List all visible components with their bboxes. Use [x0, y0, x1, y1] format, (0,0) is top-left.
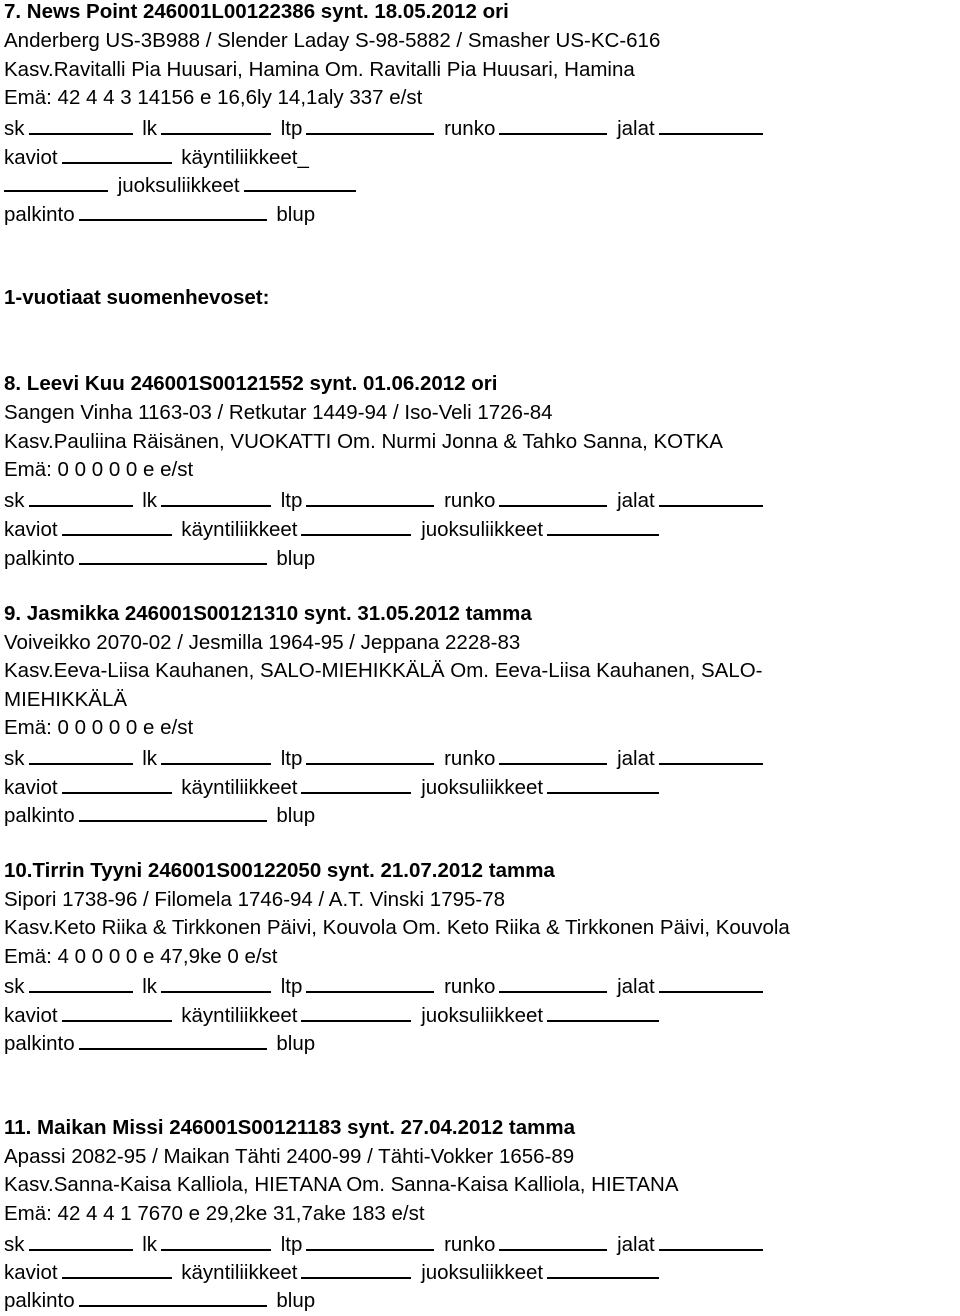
blup-label: blup	[276, 804, 316, 827]
kayntiliikkeet-blank	[301, 514, 411, 536]
kaviot-blank	[62, 1000, 172, 1022]
entry-9-pedigree: Voiveikko 2070-02 / Jesmilla 1964-95 / Jeppana 2228-83	[4, 631, 521, 654]
juoksuliikkeet-blank	[244, 170, 356, 192]
sk-label: sk	[4, 117, 25, 140]
entry-7-dam: Emä: 42 4 4 3 14156 e 16,6ly 14,1aly 337 e/st	[4, 86, 423, 109]
jalat-blank	[659, 485, 763, 507]
palkinto-label: palkinto	[4, 203, 75, 226]
kaviot-label: kaviot	[4, 518, 58, 541]
lk-label: lk	[142, 975, 158, 998]
palkinto-label: palkinto	[4, 547, 75, 570]
runko-blank	[499, 1229, 607, 1251]
entry-10-score-row-1	[4, 971, 767, 1002]
entry-7-score-row-3	[4, 170, 360, 201]
entry-7-score-row-2	[4, 142, 309, 173]
kaviot-blank	[62, 514, 172, 536]
entry-7-pedigree: Anderberg US-3B988 / Slender Laday S-98-5882 / Smasher US-KC-616	[4, 29, 661, 52]
juoksuliikkeet-label: juoksuliikkeet	[421, 776, 544, 799]
sk-blank	[29, 113, 133, 135]
sk-label: sk	[4, 1233, 25, 1256]
juoksuliikkeet-blank	[547, 1000, 659, 1022]
kaviot-label: kaviot	[4, 776, 58, 799]
juoksuliikkeet-blank	[547, 772, 659, 794]
jalat-blank	[659, 113, 763, 135]
lk-blank	[161, 743, 271, 765]
sk-blank	[29, 743, 133, 765]
kayntiliikkeet-label: käyntiliikkeet	[181, 518, 298, 541]
jalat-label: jalat	[617, 975, 655, 998]
ltp-label: ltp	[280, 975, 303, 998]
entry-8-breeder-owner: Kasv.Pauliina Räisänen, VUOKATTI Om. Nurmi Jonna & Tahko Sanna, KOTKA	[4, 430, 723, 453]
entry-11-score-row-2	[4, 1257, 663, 1288]
sk-blank	[29, 1229, 133, 1251]
kayntiliikkeet-blank	[301, 1000, 411, 1022]
lk-label: lk	[142, 747, 158, 770]
ltp-blank	[306, 1229, 434, 1251]
ltp-blank	[306, 971, 434, 993]
ltp-blank	[306, 743, 434, 765]
palkinto-label: palkinto	[4, 1032, 75, 1055]
jalat-label: jalat	[617, 489, 655, 512]
sk-label: sk	[4, 975, 25, 998]
entry-11-dam: Emä: 42 4 4 1 7670 e 29,2ke 31,7ake 183 e/st	[4, 1202, 425, 1225]
runko-blank	[499, 743, 607, 765]
kayntiliikkeet-label: käyntiliikkeet	[181, 1261, 298, 1284]
entry-9-score-row-1	[4, 743, 767, 774]
entry-8-pedigree: Sangen Vinha 1163-03 / Retkutar 1449-94 / Iso-Veli 1726-84	[4, 401, 553, 424]
blup-label: blup	[276, 1289, 316, 1312]
kayntiliikkeet-label: käyntiliikkeet	[181, 776, 298, 799]
entry-9-score-row-2	[4, 772, 663, 803]
sk-blank	[29, 485, 133, 507]
kaviot-blank	[62, 1257, 172, 1279]
kayntiliikkeet-blank	[301, 1257, 411, 1279]
runko-blank	[499, 971, 607, 993]
palkinto-label: palkinto	[4, 804, 75, 827]
entry-7-score-row-1	[4, 113, 767, 144]
entry-10-dam: Emä: 4 0 0 0 0 e 47,9ke 0 e/st	[4, 945, 278, 968]
palkinto-blank	[79, 543, 267, 565]
entry-11-pedigree: Apassi 2082-95 / Maikan Tähti 2400-99 / Tähti-Vokker 1656-89	[4, 1145, 575, 1168]
juoksuliikkeet-label: juoksuliikkeet	[421, 1261, 544, 1284]
entry-8-score-row-2	[4, 514, 663, 545]
jalat-label: jalat	[617, 1233, 655, 1256]
juoksuliikkeet-blank	[547, 1257, 659, 1279]
runko-label: runko	[444, 1233, 496, 1256]
kaviot-label: kaviot	[4, 1004, 58, 1027]
runko-blank	[499, 485, 607, 507]
juoksuliikkeet-label: juoksuliikkeet	[421, 1004, 544, 1027]
ltp-label: ltp	[280, 117, 303, 140]
lk-label: lk	[142, 1233, 158, 1256]
blup-label: blup	[276, 1032, 316, 1055]
lk-blank	[161, 1229, 271, 1251]
kayntiliikkeet-label: käyntiliikkeet	[181, 1004, 298, 1027]
runko-label: runko	[444, 975, 496, 998]
entry-9-dam: Emä: 0 0 0 0 0 e e/st	[4, 716, 194, 739]
kayntiliikkeet-blank	[301, 772, 411, 794]
kayntiliikkeet-label: käyntiliikkeet_	[181, 146, 309, 169]
juoksuliikkeet-label: juoksuliikkeet	[421, 518, 544, 541]
section-heading: 1-vuotiaat suomenhevoset:	[4, 286, 270, 309]
palkinto-blank	[79, 1285, 267, 1307]
runko-blank	[499, 113, 607, 135]
sk-label: sk	[4, 489, 25, 512]
ltp-blank	[306, 485, 434, 507]
entry-9-breeder-owner-cont: MIEHIKKÄLÄ	[4, 688, 128, 711]
entry-8-score-row-1	[4, 485, 767, 516]
lk-blank	[161, 971, 271, 993]
entry-11-score-row-1	[4, 1229, 767, 1260]
lk-blank	[161, 485, 271, 507]
entry-8-score-row-3	[4, 543, 315, 574]
entry-7-breeder-owner: Kasv.Ravitalli Pia Huusari, Hamina Om. Ravitalli Pia Huusari, Hamina	[4, 58, 635, 81]
lk-blank	[161, 113, 271, 135]
palkinto-blank	[79, 1028, 267, 1050]
palkinto-label: palkinto	[4, 1289, 75, 1312]
jalat-blank	[659, 743, 763, 765]
jalat-blank	[659, 1229, 763, 1251]
entry-11-breeder-owner: Kasv.Sanna-Kaisa Kalliola, HIETANA Om. Sanna-Kaisa Kalliola, HIETANA	[4, 1173, 679, 1196]
ltp-blank	[306, 113, 434, 135]
kaviot-blank	[62, 142, 172, 164]
entry-7-score-row-4	[4, 199, 315, 230]
palkinto-blank	[79, 800, 267, 822]
juoksuliikkeet-label: juoksuliikkeet	[117, 174, 240, 197]
sk-label: sk	[4, 747, 25, 770]
entry-10-pedigree: Sipori 1738-96 / Filomela 1746-94 / A.T. Vinski 1795-78	[4, 888, 506, 911]
entry-11-score-row-3	[4, 1285, 315, 1316]
kaviot-label: kaviot	[4, 1261, 58, 1284]
runko-label: runko	[444, 747, 496, 770]
entry-10-score-row-2	[4, 1000, 663, 1031]
lk-label: lk	[142, 489, 158, 512]
juoksuliikkeet-pre-blank	[4, 170, 108, 192]
kaviot-label: kaviot	[4, 146, 58, 169]
runko-label: runko	[444, 489, 496, 512]
ltp-label: ltp	[280, 1233, 303, 1256]
sk-blank	[29, 971, 133, 993]
entry-9-score-row-3	[4, 800, 315, 831]
entry-10-breeder-owner: Kasv.Keto Riika & Tirkkonen Päivi, Kouvola Om. Keto Riika & Tirkkonen Päivi, Kouvola	[4, 916, 790, 939]
entry-10-title: 10.Tirrin Tyyni 246001S00122050 synt. 21.07.2012 tamma	[4, 859, 555, 882]
entry-8-dam: Emä: 0 0 0 0 0 e e/st	[4, 458, 194, 481]
blup-label: blup	[276, 203, 316, 226]
runko-label: runko	[444, 117, 496, 140]
juoksuliikkeet-blank	[547, 514, 659, 536]
blup-label: blup	[276, 547, 316, 570]
kaviot-blank	[62, 772, 172, 794]
entry-8-title: 8. Leevi Kuu 246001S00121552 synt. 01.06.2012 ori	[4, 372, 498, 395]
entry-7-title: 7. News Point 246001L00122386 synt. 18.05.2012 ori	[4, 0, 509, 23]
jalat-blank	[659, 971, 763, 993]
jalat-label: jalat	[617, 747, 655, 770]
entry-11-title: 11. Maikan Missi 246001S00121183 synt. 27.04.2012 tamma	[4, 1116, 575, 1139]
entry-9-breeder-owner: Kasv.Eeva-Liisa Kauhanen, SALO-MIEHIKKÄLÄ Om. Eeva-Liisa Kauhanen, SALO-	[4, 659, 763, 682]
ltp-label: ltp	[280, 747, 303, 770]
lk-label: lk	[142, 117, 158, 140]
jalat-label: jalat	[617, 117, 655, 140]
palkinto-blank	[79, 199, 267, 221]
entry-10-score-row-3	[4, 1028, 315, 1059]
ltp-label: ltp	[280, 489, 303, 512]
entry-9-title: 9. Jasmikka 246001S00121310 synt. 31.05.2012 tamma	[4, 602, 532, 625]
